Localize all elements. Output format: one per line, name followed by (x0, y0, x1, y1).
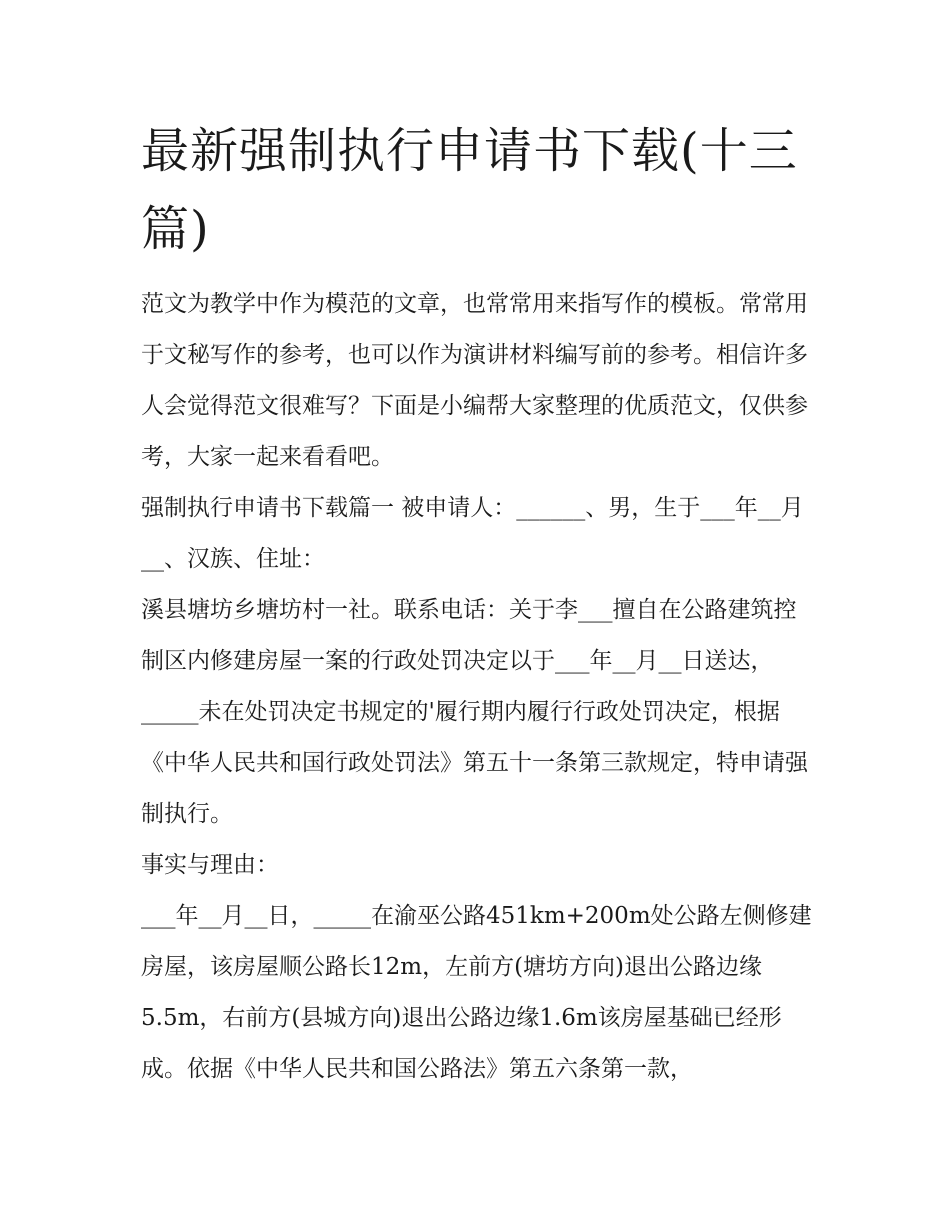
document-title: 最新强制执行申请书下载(十三篇) (141, 123, 798, 257)
case-paragraph: 溪县塘坊乡塘坊村一社。联系电话：关于李___擅自在公路建筑控制区内修建房屋一案的行政处罚决定以于___年__月__日送达，_____未在处罚决定书规定的'履行期内履行行政处罚决定，根据《中华人民共和国行政处罚法》第五十一条第三款规定，特申请强制执行。 (141, 597, 808, 827)
intro-paragraph: 范文为教学中作为模范的文章，也常常用来指写作的模板。常常用于文秘写作的参考，也可以作为演讲材料编写前的参考。相信许多人会觉得范文很难写？下面是小编帮大家整理的优质范文，仅供参考，大家一起来看看吧。 (141, 291, 808, 470)
respondent-paragraph: 强制执行申请书下载篇一 被申请人：______、男，生于___年__月__、汉族、住址： (141, 495, 804, 572)
document-page (141, 112, 813, 1095)
facts-heading: 事实与理由： (141, 852, 279, 878)
facts-paragraph: ___年__月__日，_____在渝巫公路451km+200m处公路左侧修建房屋，该房屋顺公路长12m，左前方(塘坊方向)退出公路边缘5.5m，右前方(县城方向)退出公路边缘1.6m该房屋基础已经形成。依据《中华人民共和国公路法》第五六条第一款， (141, 903, 812, 1082)
